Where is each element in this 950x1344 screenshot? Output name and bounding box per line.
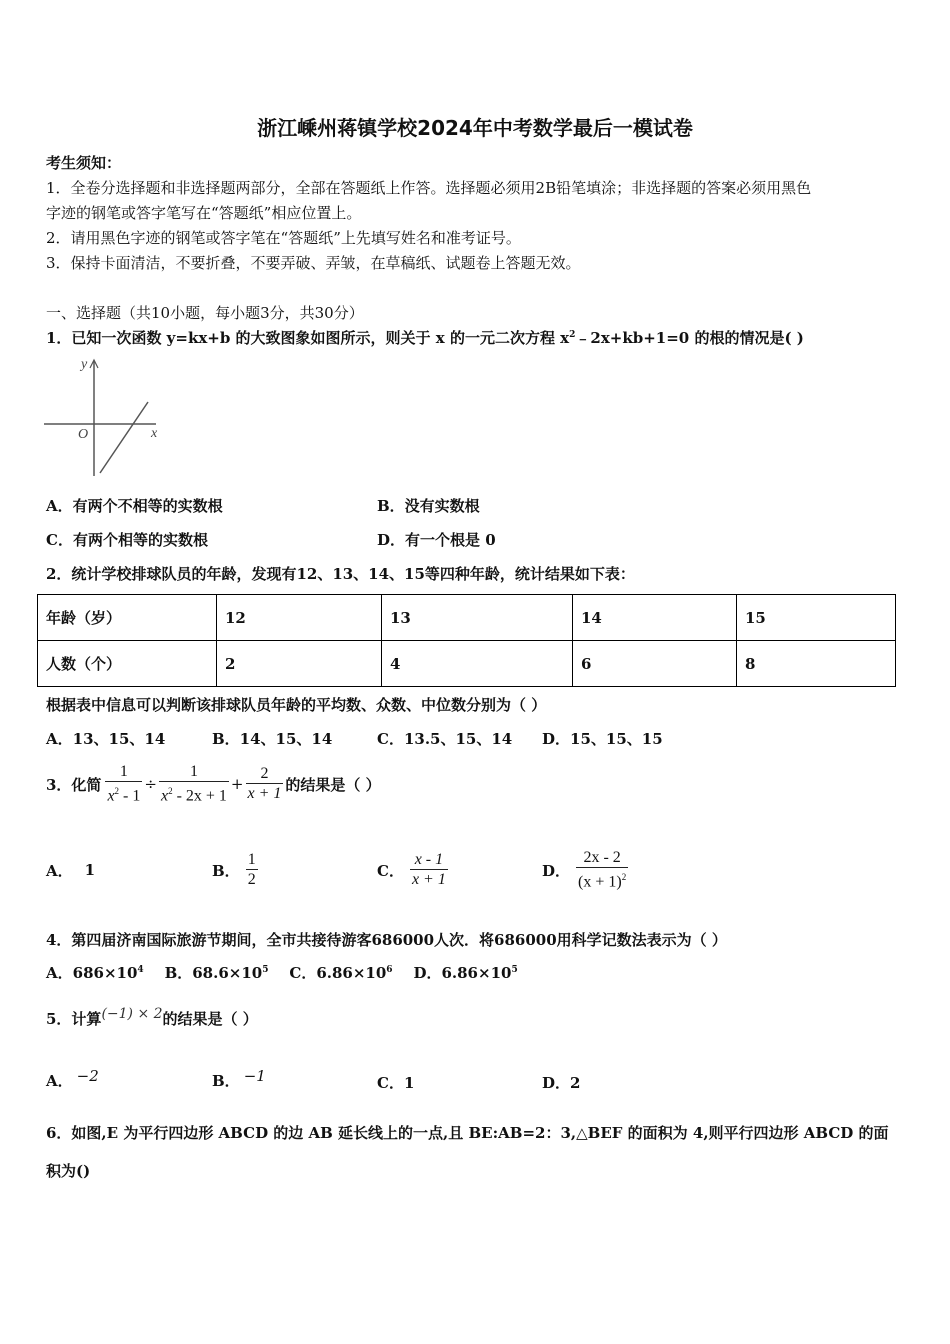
q3-option-b[interactable]: B． $\frac{1}{2}$: [212, 851, 256, 888]
q5-expression: (−1) × 2: [101, 1006, 163, 1022]
q2-question: 根据表中信息可以判断该排球队员年龄的平均数、众数、中位数分别为（ ）: [46, 696, 547, 714]
q6-line-1: 6．如图,E 为平行四边形 ABCD 的边 AB 延长线上的一点,且 BE:AB=2：3,△BEF 的面积为 4,则平行四边形 ABCD 的面: [46, 1124, 889, 1142]
q5-option-d[interactable]: D．2: [542, 1074, 581, 1092]
q2-option-b[interactable]: B．14、15、14: [212, 730, 333, 748]
q1-option-c[interactable]: C．有两个相等的实数根: [46, 531, 208, 549]
q4-option-b[interactable]: B．$68.6\times 10^5$: [164, 964, 269, 982]
function-line: [100, 402, 148, 473]
q1-option-b[interactable]: B．没有实数根: [377, 497, 480, 515]
q4-option-a[interactable]: A．$686\times 10^4$: [46, 964, 144, 982]
q5-option-a[interactable]: A． −2: [46, 1067, 99, 1090]
q3-stem: 3．化简 $\frac{1}{x^2 - 1}$ ÷ $\frac{1}{x^2 - 2x + 1}$ + $\frac{2}{x + 1}$ 的结果是（ ）: [46, 762, 381, 805]
x-label: x: [151, 426, 158, 441]
q5-option-c[interactable]: C．1: [377, 1074, 415, 1092]
q3-fraction-3: $\frac{2}{x + 1}$: [247, 765, 282, 802]
q2-age-table: [37, 594, 896, 687]
origin-label: O: [78, 427, 89, 442]
q3-fraction-2: $\frac{1}{x^2 - 2x + 1}$: [160, 762, 227, 805]
q2-option-c[interactable]: C．13.5、15、14: [377, 730, 513, 748]
table-cell: 13: [382, 595, 573, 641]
table-cell: 15: [737, 595, 896, 641]
q4-option-d[interactable]: D．$6.86\times 10^5$: [413, 964, 518, 982]
notice-line-3: 3．保持卡面清洁，不要折叠，不要弄破、弄皱，在草稿纸、试题卷上答题无效。: [46, 254, 581, 272]
table-row: [38, 595, 896, 641]
table-cell: 6: [573, 641, 737, 687]
q2-option-a[interactable]: A．13、15、14: [46, 730, 166, 748]
table-cell: 2: [217, 641, 382, 687]
q6-line-2: 积为(): [46, 1162, 91, 1180]
q3-fraction-1: $\frac{1}{x^2 - 1}$: [107, 762, 141, 805]
notice-line-1a: 1．全卷分选择题和非选择题两部分，全部在答题纸上作答。选择题必须用2B铅笔填涂；非选择题的答案必须用黑色: [46, 179, 812, 197]
q4-option-c[interactable]: C．$6.86\times 10^6$: [289, 964, 393, 982]
q2-option-d[interactable]: D．15、15、15: [542, 730, 663, 748]
notice-line-2: 2．请用黑色字迹的钢笔或答字笔在“答题纸”上先填写姓名和准考证号。: [46, 229, 521, 247]
q3-option-d[interactable]: D． $\frac{2x - 2}{(x + 1)^2}$: [542, 848, 627, 891]
q3-option-c[interactable]: C． $\frac{x - 1}{x + 1}$: [377, 851, 446, 888]
section-heading: 一、选择题（共10小题，每小题3分，共30分）: [46, 304, 364, 322]
table-cell: 14: [573, 595, 737, 641]
notice-line-1b: 字迹的钢笔或答字笔写在“答题纸”相应位置上。: [46, 204, 362, 222]
q1-linear-graph: [44, 356, 169, 481]
q2-stem: 2．统计学校排球队员的年龄，发现有12、13、14、15等四种年龄，统计结果如下表：: [46, 565, 635, 583]
q5-stem: 5．计算(−1) × 2的结果是（ ）: [46, 1006, 258, 1028]
table-cell: 8: [737, 641, 896, 687]
notice-heading: 考生须知：: [46, 154, 122, 172]
table-cell: 人数（个）: [38, 641, 217, 687]
table-cell: 12: [217, 595, 382, 641]
q1-option-d[interactable]: D．有一个根是 0: [377, 531, 496, 549]
page-title: 浙江嵊州蒋镇学校2024年中考数学最后一模试卷: [257, 116, 693, 140]
y-label: y: [81, 357, 88, 372]
table-cell: 年龄（岁）: [38, 595, 217, 641]
q4-stem: 4．第四届济南国际旅游节期间，全市共接待游客686000人次．将686000用科学记数法表示为（ ）: [46, 931, 727, 949]
q4-options: [46, 962, 518, 983]
q1-stem: 1．已知一次函数 y=kx+b 的大致图象如图所示，则关于 x 的一元二次方程 $x^2﹣2x+kb+1=0$ 的根的情况是( ): [46, 329, 804, 347]
q3-option-a[interactable]: A． 1: [46, 861, 96, 880]
table-row: [38, 641, 896, 687]
table-cell: 4: [382, 641, 573, 687]
q1-option-a[interactable]: A．有两个不相等的实数根: [46, 497, 223, 515]
q5-option-b[interactable]: B． −1: [212, 1067, 266, 1090]
